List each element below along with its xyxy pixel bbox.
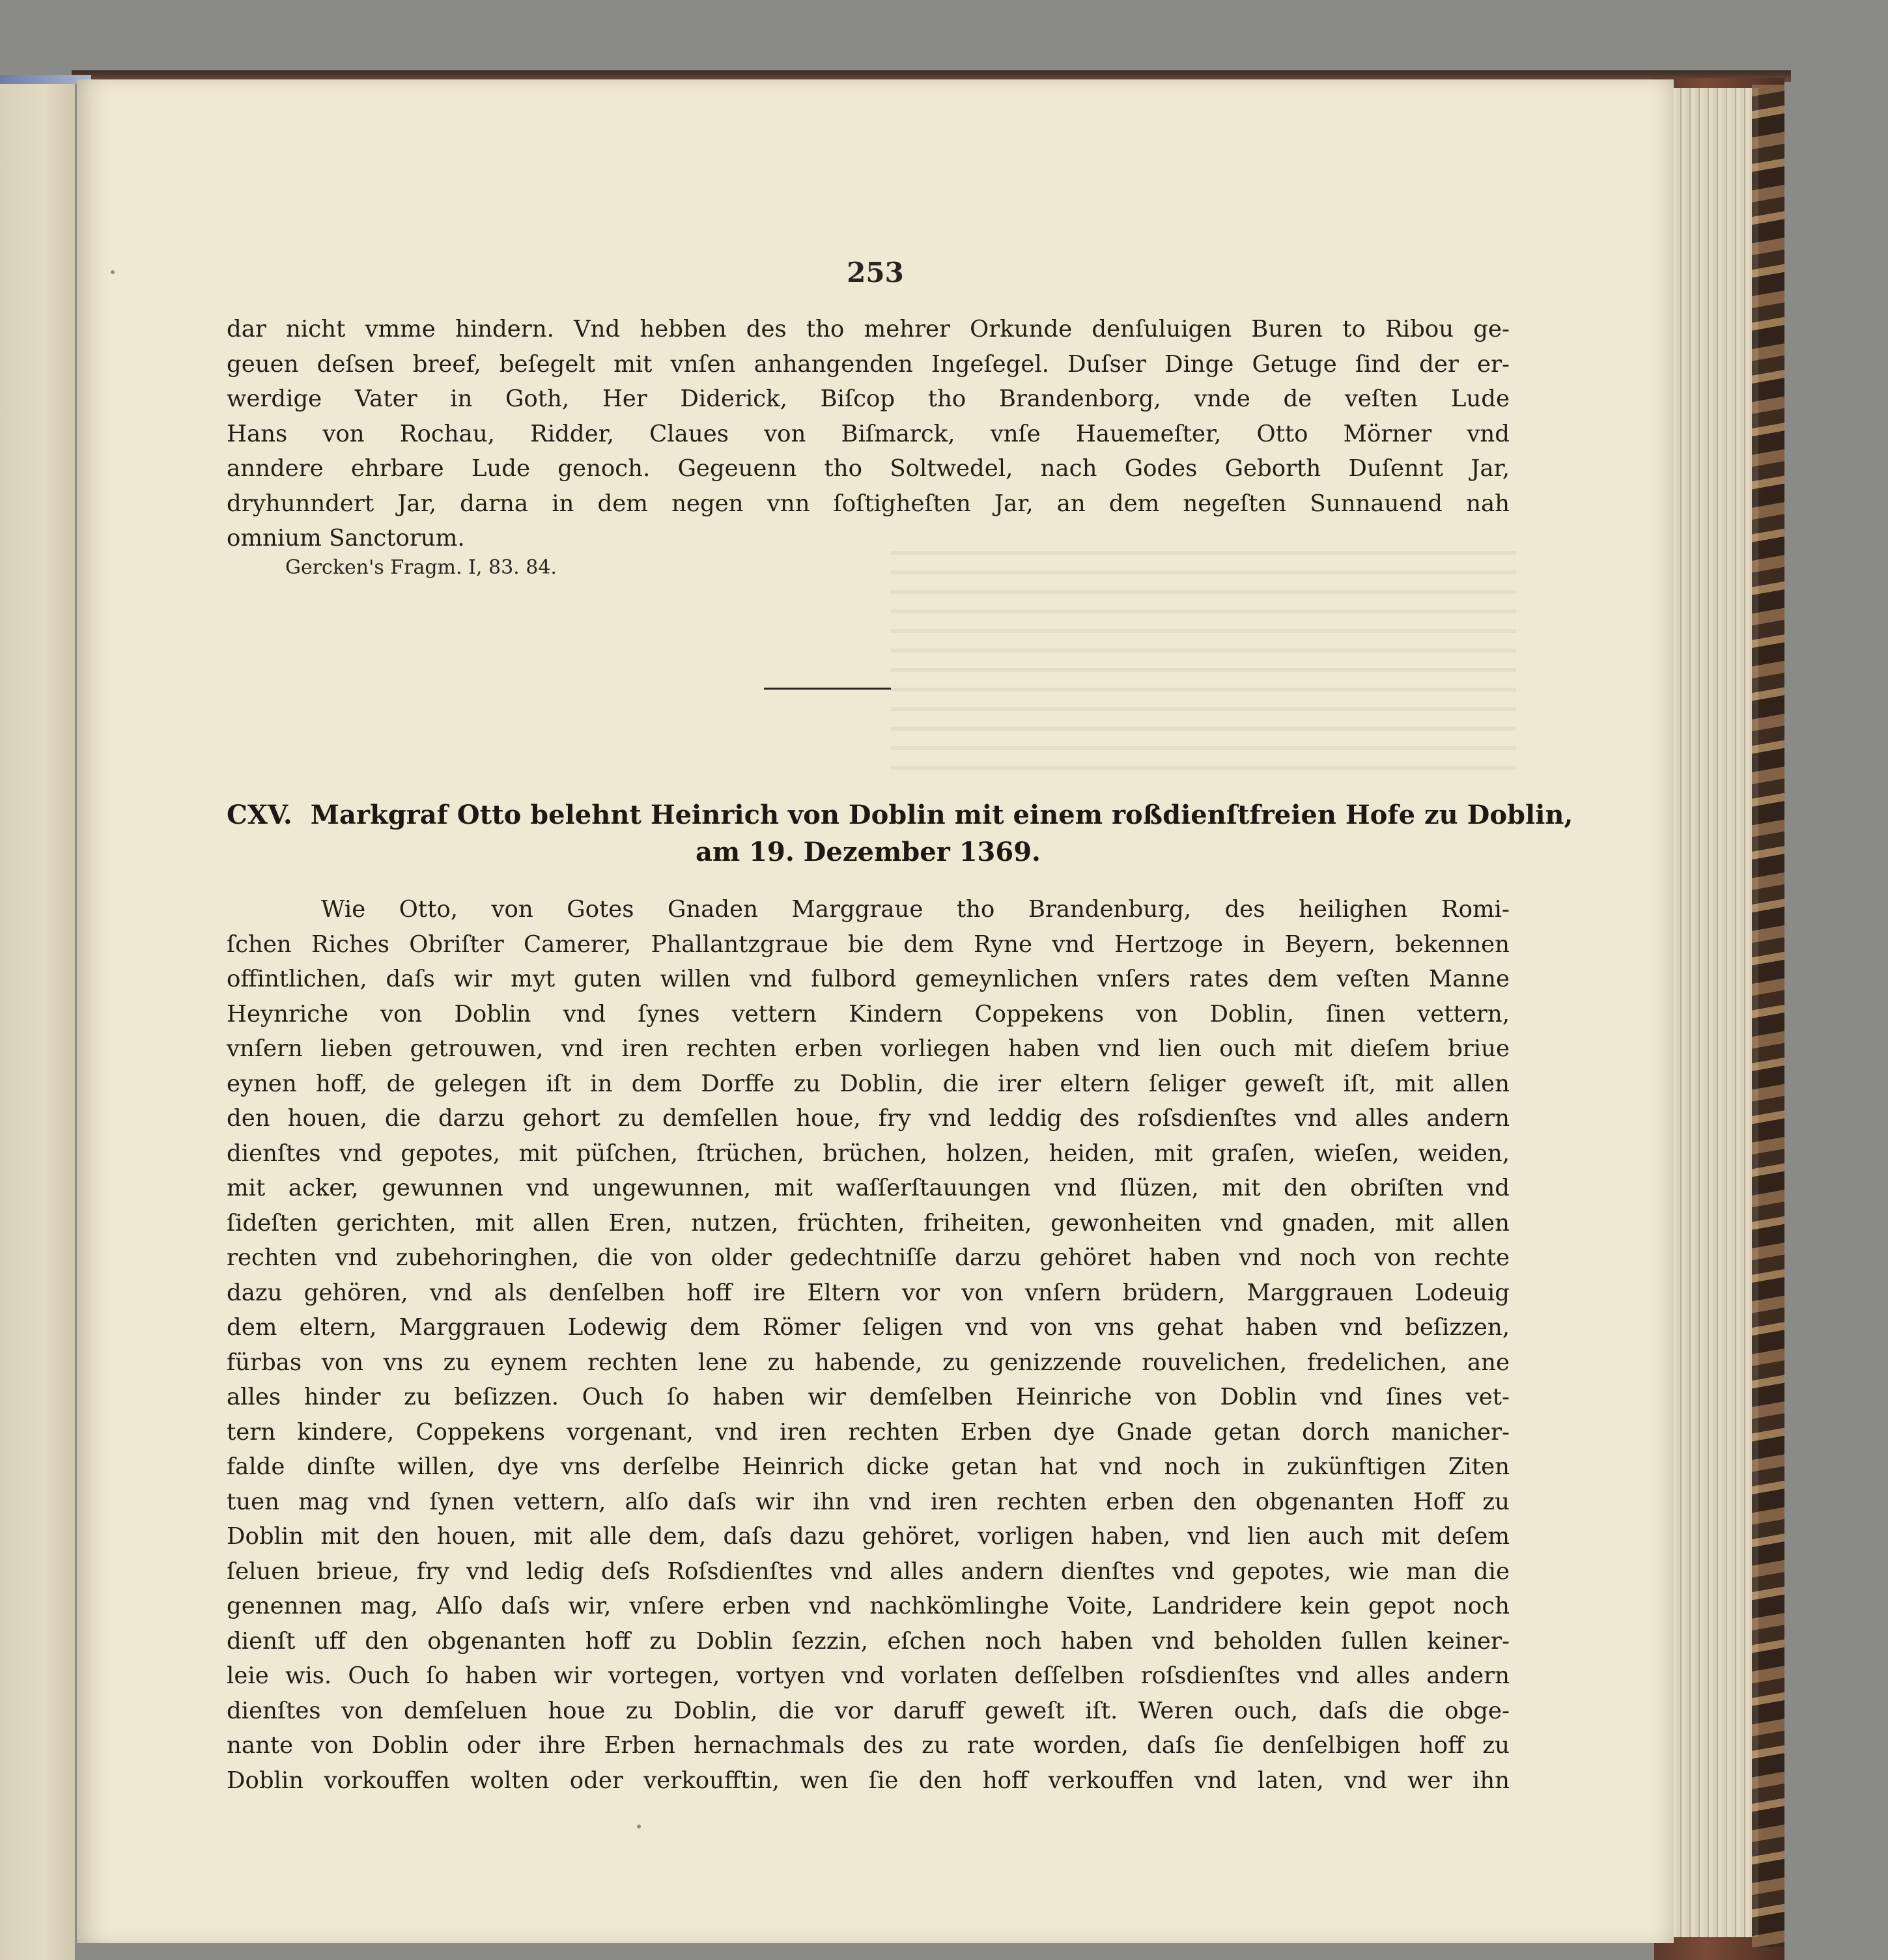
marbled-cover-edge [1752,85,1784,1947]
text-line: werdige Vater in Goth, Her Diderick, Biſcop tho Brandenborg, vnde de veſten Lude [227,385,1510,412]
text-line: dienſtes von demſeluen houe zu Doblin, die vor daruff geweſt iſt. Weren ouch, daſs die obge- [227,1697,1510,1724]
text-line: vnſern lieben getrouwen, vnd iren rechten erben vorliegen haben vnd lien ouch mit dieſem briue [227,1035,1510,1062]
document-body [227,892,1510,1798]
continuation-paragraph [227,312,1510,556]
section-divider [764,688,891,690]
heading-date: am 19. Dezember 1369. [696,837,1041,867]
text-line: Heynriche von Doblin vnd ſynes vettern Kindern Coppekens von Doblin, ſinen vettern, [227,1000,1510,1028]
document-heading [227,797,1573,871]
text-line: rechten vnd zubehoringhen, die von older gedechtniſſe darzu gehöret haben vnd noch von rechte [227,1244,1510,1271]
text-line: nante von Doblin oder ihre Erben hernachmals des zu rate worden, daſs ſie denſelbigen hoff zu [227,1732,1510,1759]
paper-spot [637,1825,641,1828]
heading-line-1 [227,797,1573,833]
text-line: leie wis. Ouch ſo haben wir vortegen, vortyen vnd vorlaten deſſelben roſsdienſtes vnd alles andern [227,1662,1510,1689]
text-line: omnium Sanctorum. [227,525,465,552]
text-line: Doblin vorkouffen wolten oder verkoufftin, wen ſie den hoff verkouffen vnd laten, vnd wer ihn [227,1767,1510,1794]
text-line: Hans von Rochau, Ridder, Claues von Biſmarck, vnſe Hauemeſter, Otto Mörner vnd [227,420,1510,447]
text-line: genennen mag, Alſo daſs wir, vnſere erben vnd nachkömlinghe Voite, Landridere kein gepot noch [227,1593,1510,1619]
text-line: Wie Otto, von Gotes Gnaden Marggraue tho Brandenburg, des heilighen Romi- [321,896,1510,923]
text-line: dienſt uff den obgenanten hoff zu Doblin ſezzin, eſchen noch haben vnd beholden ſullen keiner- [227,1627,1510,1655]
text-line: dem eltern, Marggrauen Lodewig dem Römer ſeligen vnd von vns gehat haben vnd beſizzen, [227,1314,1510,1341]
text-line: dryhunndert Jar, darna in dem negen vnn ſoſtigheſten Jar, an dem negeſten Sunnauend nah [227,490,1510,517]
text-line: ſideſten gerichten, mit allen Eren, nutzen, früchten, friheiten, gewonheiten vnd gnaden, mit allen [227,1209,1510,1237]
text-line: offintlichen, daſs wir myt guten willen vnd fulbord gemeynlichen vnſers rates dem veſten Manne [227,966,1510,992]
text-line: tern kindere, Coppekens vorgenant, vnd iren rechten Erben dye Gnade getan dorch manicher- [227,1418,1510,1446]
text-line: eynen hoff, de gelegen iſt in dem Dorffe zu Doblin, die irer eltern ſeliger geweſt iſt, mit allen [227,1070,1510,1097]
text-line: fürbas von vns zu eynem rechten lene zu habende, zu genizzende rouvelichen, fredelichen, ane [227,1349,1510,1376]
text-line: den houen, die darzu gehort zu demſellen houe, fry vnd leddig des roſsdienſtes vnd alles andern [227,1105,1510,1132]
facing-page [0,75,75,1960]
text-line: geuen deſsen breef, beſegelt mit vnſen anhangenden Ingeſegel. Duſser Dinge Getuge ſind der er- [227,350,1510,378]
document-number: CXV. [227,800,292,830]
show-through-text [891,535,1516,770]
text-line: anndere ehrbare Lude genoch. Gegeuenn tho Soltwedel, nach Godes Geborth Duſennt Jar, [227,455,1510,482]
text-line: ſeluen brieue, fry vnd ledig deſs Roſsdienſtes vnd alles andern dienſtes vnd gepotes, wie man die [227,1558,1510,1585]
text-line: Doblin mit den houen, mit alle dem, daſs dazu gehöret, vorligen haben, vnd lien auch mit deſem [227,1523,1510,1550]
paper-spot [111,270,115,274]
heading-title: Markgraf Otto belehnt Heinrich von Doblin mit einem roßdienſtfreien Hofe zu Doblin, [310,800,1573,830]
text-line: alles hinder zu beſizzen. Ouch ſo haben wir demſelben Heinriche von Doblin vnd ſines vet- [227,1384,1510,1410]
text-line: dazu gehören, vnd als denſelben hoff ire Eltern vor von vnſern brüdern, Marggrauen Lodeuig [227,1279,1510,1306]
source-citation: Gercken's Fragm. I, 83. 84. [285,556,557,579]
text-line: mit acker, gewunnen vnd ungewunnen, mit waſſerſtauungen vnd ſlüzen, mit den obriſten vnd [227,1175,1510,1201]
text-line: ſchen Riches Obriſter Camerer, Phallantzgraue bie dem Ryne vnd Hertzoge in Beyern, bekennen [227,931,1510,958]
page-stack-edge [1667,88,1758,1937]
text-line: falde dinſte willen, dye vns derſelbe Heinrich dicke getan hat vnd noch in zukünftigen Ziten [227,1453,1510,1480]
text-line: dienſtes vnd gepotes, mit püſchen, ſtrüchen, brüchen, holzen, heiden, mit graſen, wieſen, weiden, [227,1140,1510,1167]
text-line: dar nicht vmme hindern. Vnd hebben des tho mehrer Orkunde denſuluigen Buren to Ribou ge- [227,316,1510,343]
page-number: 253 [847,257,904,288]
book-page [77,79,1674,1943]
text-line: tuen mag vnd ſynen vettern, alſo daſs wir ihn vnd iren rechten erben den obgenanten Hoff zu [227,1488,1510,1515]
